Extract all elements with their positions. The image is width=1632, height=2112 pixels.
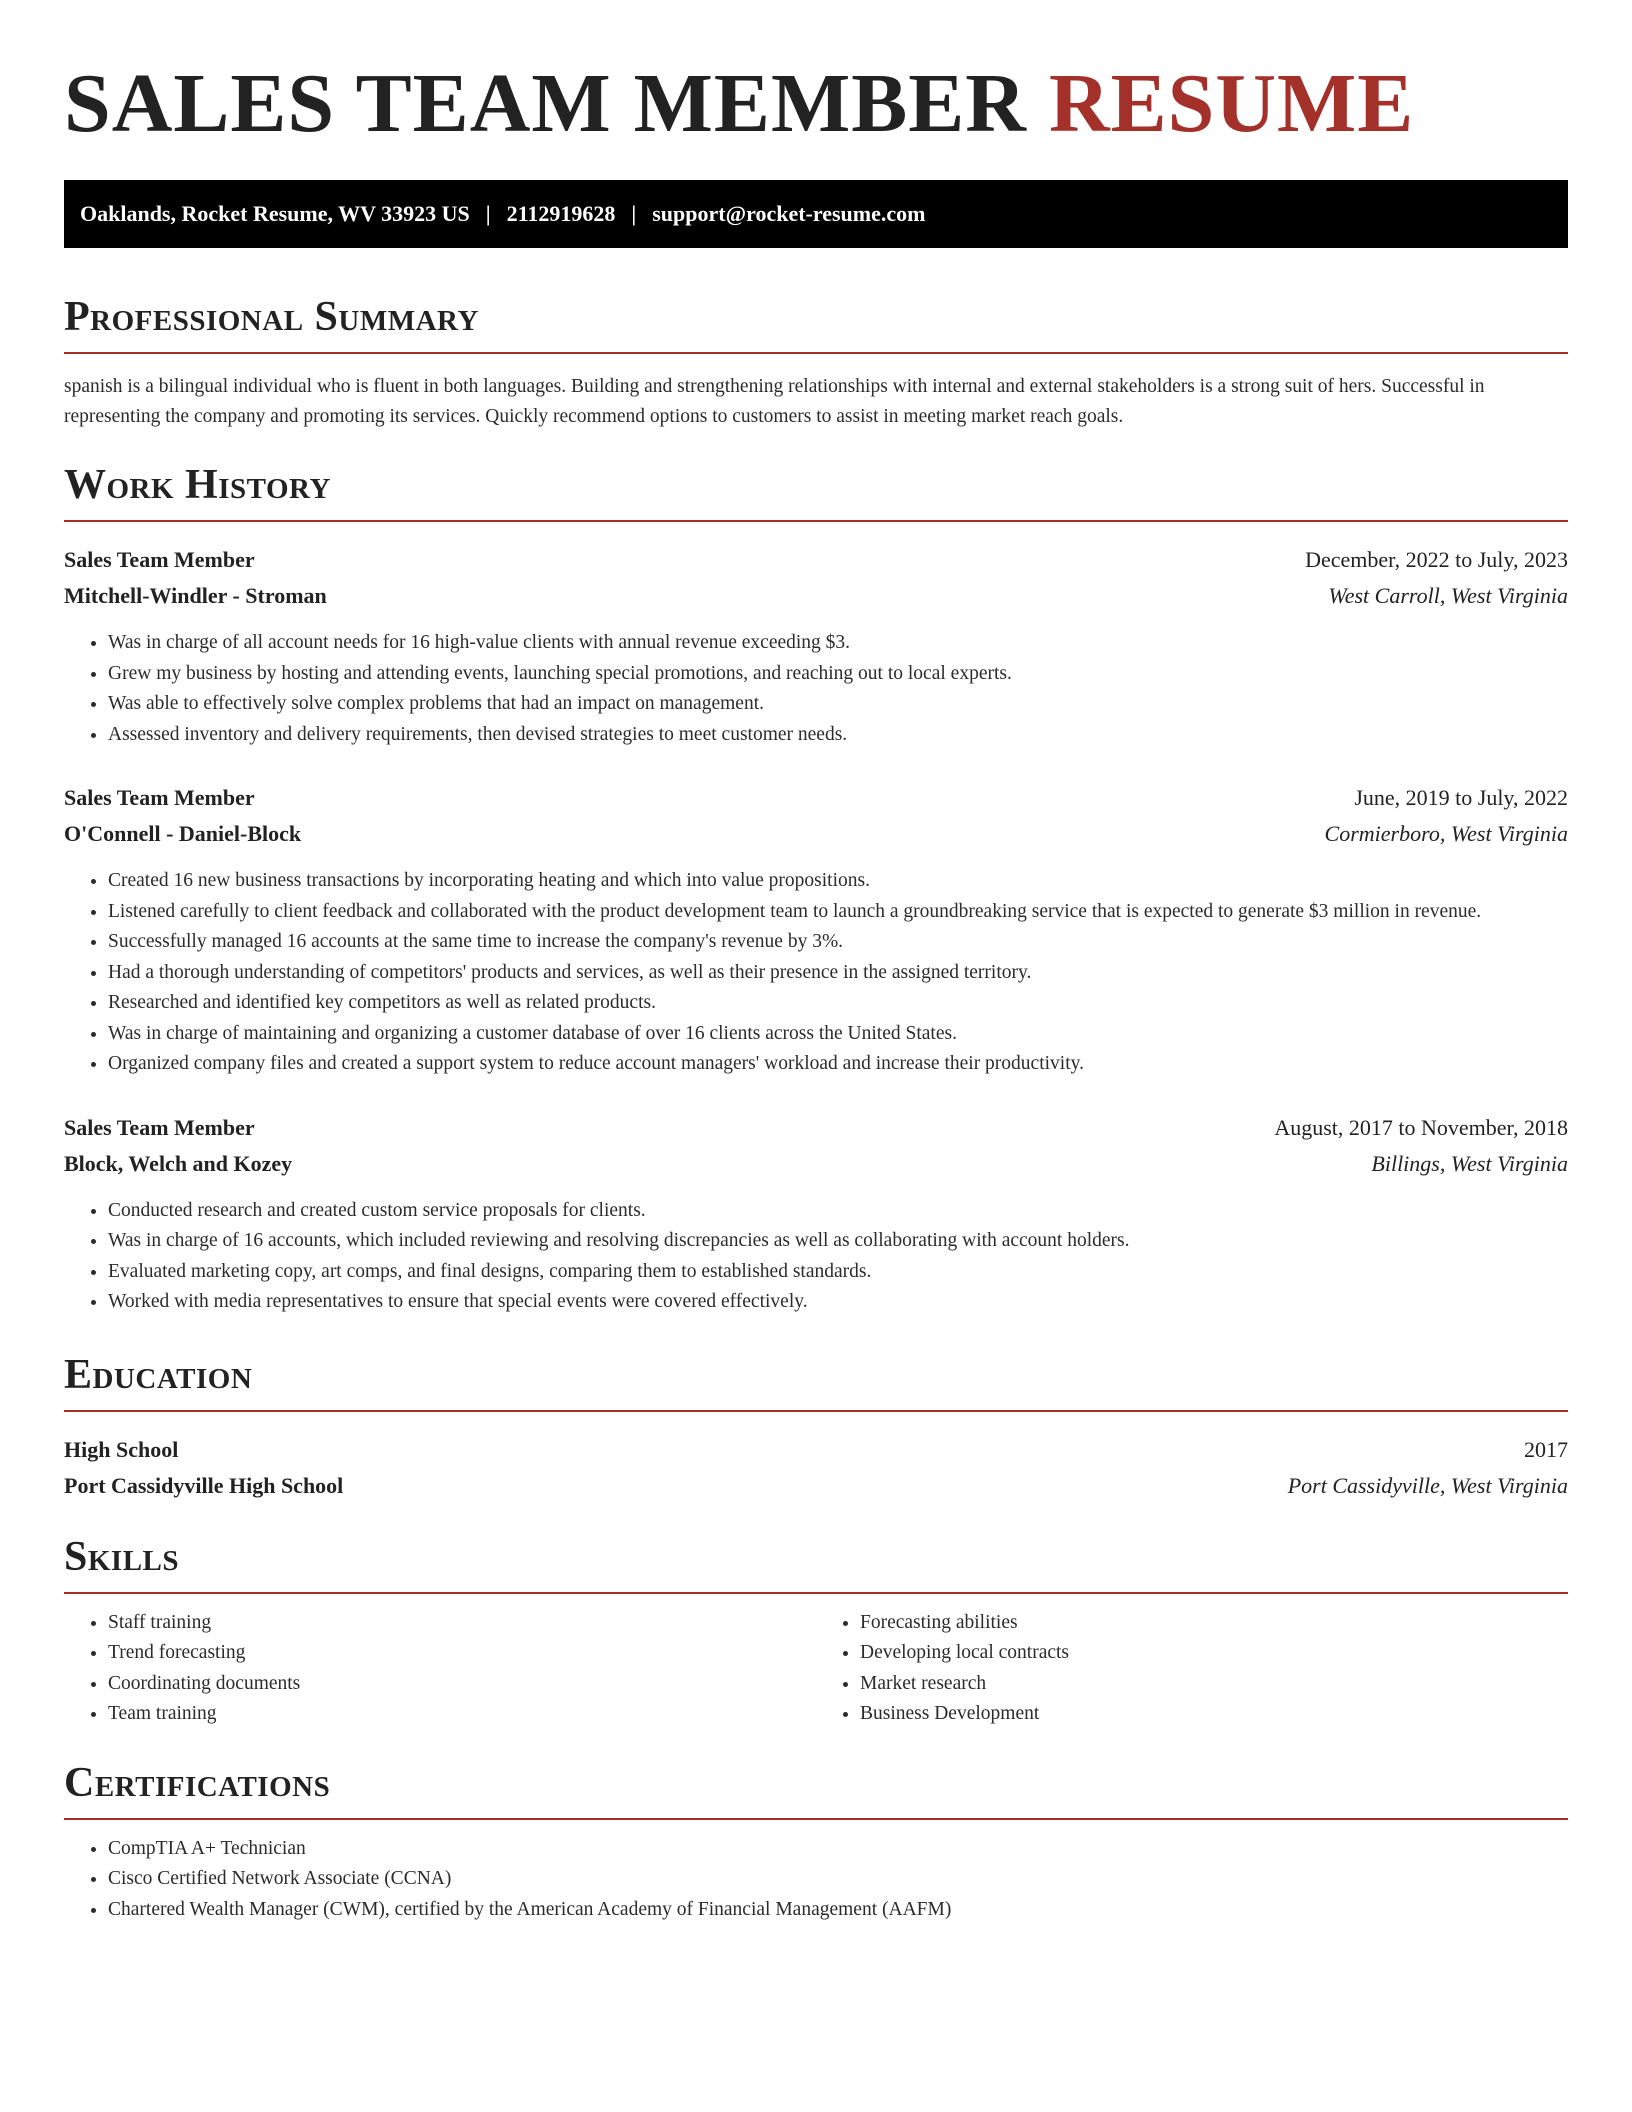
job-entry: [64, 780, 1568, 1080]
certification-item: • Chartered Wealth Manager (CWM), certified by the American Academy of Financial Management (AAFM): [108, 1895, 1568, 1926]
skills-grid: [64, 1608, 1568, 1730]
contact-email: support@rocket-resume.com: [652, 201, 926, 226]
resume-title: [64, 56, 1568, 152]
contact-phone: 2112919628: [506, 201, 616, 226]
summary-text: spanish is a bilingual individual who is fluent in both languages. Building and strengthening relationships with internal and external stakeholders is a strong suit of hers. Successful in representing the company and promoting its services. Quickly recommend options to customers to assist in meeting market reach goals.: [64, 376, 1485, 427]
job-title-row: [64, 780, 1568, 816]
summary-heading: Professional Summary: [64, 292, 1568, 354]
job-entry: [64, 1110, 1568, 1318]
job-title: Sales Team Member: [64, 547, 255, 572]
job-dates: August, 2017 to November, 2018: [1274, 1114, 1568, 1140]
skill-item: • Team training: [108, 1699, 816, 1730]
skill-item: • Developing local contracts: [860, 1638, 1568, 1669]
job-entry: [64, 542, 1568, 750]
skill-item: • Business Development: [860, 1699, 1568, 1730]
job-bullet: • Was in charge of all account needs for 16 high-value clients with annual revenue exceeding $3.: [108, 628, 1568, 659]
education-degree-row: [64, 1432, 1568, 1468]
education-heading: Education: [64, 1350, 1568, 1412]
resume-page: [64, 0, 1568, 1925]
contact-separator: |: [631, 201, 637, 226]
job-company: Block, Welch and Kozey: [64, 1150, 293, 1176]
job-title: Sales Team Member: [64, 785, 255, 810]
job-bullet: • Evaluated marketing copy, art comps, and final designs, comparing them to established standards.: [108, 1257, 1568, 1288]
education-school: Port Cassidyville High School: [64, 1472, 344, 1498]
job-bullet: • Listened carefully to client feedback and collaborated with the product development team to launch a groundbreaking service that is expected to generate $3 million in revenue.: [108, 897, 1568, 928]
job-title-row: [64, 1110, 1568, 1146]
job-dates: December, 2022 to July, 2023: [1305, 547, 1568, 572]
job-bullet: • Organized company files and created a support system to reduce account managers' workload and increase their productivity.: [108, 1049, 1568, 1080]
certifications-heading: Certifications: [64, 1758, 1568, 1820]
job-company: Mitchell-Windler - Stroman: [64, 583, 327, 608]
education-degree: High School: [64, 1436, 179, 1462]
job-bullet: • Was in charge of maintaining and organizing a customer database of over 16 clients across the United States.: [108, 1019, 1568, 1050]
title-accent: RESUME: [1048, 57, 1415, 150]
skill-item: • Forecasting abilities: [860, 1608, 1568, 1639]
job-dates: June, 2019 to July, 2022: [1354, 785, 1568, 810]
job-bullet: • Was able to effectively solve complex problems that had an impact on management.: [108, 689, 1568, 720]
job-bullet: • Grew my business by hosting and attending events, launching special promotions, and reaching out to local experts.: [108, 659, 1568, 690]
title-main: SALES TEAM MEMBER: [64, 57, 1027, 150]
skill-item: • Staff training: [108, 1608, 816, 1639]
work-history-heading: Work History: [64, 460, 1568, 522]
job-bullet: • Was in charge of 16 accounts, which included reviewing and resolving discrepancies as well as collaborating with account holders.: [108, 1226, 1568, 1257]
skills-heading: Skills: [64, 1532, 1568, 1594]
job-bullet: • Worked with media representatives to ensure that special events were covered effectively.: [108, 1287, 1568, 1318]
job-title: Sales Team Member: [64, 1114, 255, 1140]
contact-bar: [64, 180, 1568, 248]
job-bullet: • Created 16 new business transactions by incorporating heating and which into value propositions.: [108, 866, 1568, 897]
certification-item: • Cisco Certified Network Associate (CCNA): [108, 1864, 1568, 1895]
education-school-row: [64, 1468, 1568, 1504]
job-bullet: • Conducted research and created custom service proposals for clients.: [108, 1196, 1568, 1227]
skill-item: • Market research: [860, 1669, 1568, 1700]
job-company: O'Connell - Daniel-Block: [64, 821, 302, 846]
certifications-list: [64, 1834, 1568, 1926]
job-title-row: [64, 542, 1568, 578]
skill-item: • Trend forecasting: [108, 1638, 816, 1669]
skill-item: • Coordinating documents: [108, 1669, 816, 1700]
job-bullet: • Had a thorough understanding of competitors' products and services, as well as their presence in the assigned territory.: [108, 958, 1568, 989]
job-bullets: [64, 866, 1568, 1080]
contact-separator: |: [485, 201, 491, 226]
job-bullets: [64, 628, 1568, 750]
contact-address: Oaklands, Rocket Resume, WV 33923 US: [80, 201, 470, 226]
job-bullet: • Assessed inventory and delivery requirements, then devised strategies to meet customer needs.: [108, 720, 1568, 751]
job-bullet: • Successfully managed 16 accounts at the same time to increase the company's revenue by 3%.: [108, 927, 1568, 958]
job-bullets: [64, 1196, 1568, 1318]
skills-column-right: [816, 1608, 1568, 1730]
education-entry: [64, 1432, 1568, 1504]
job-company-row: [64, 578, 1568, 614]
certification-item: • CompTIA A+ Technician: [108, 1834, 1568, 1865]
job-bullet: • Researched and identified key competitors as well as related products.: [108, 988, 1568, 1019]
job-location: Cormierboro, West Virginia: [1324, 821, 1568, 846]
education-year: 2017: [1524, 1436, 1568, 1462]
skills-column-left: [64, 1608, 816, 1730]
job-company-row: [64, 816, 1568, 852]
education-location: Port Cassidyville, West Virginia: [1287, 1472, 1568, 1498]
job-company-row: [64, 1146, 1568, 1182]
job-location: West Carroll, West Virginia: [1328, 583, 1568, 608]
job-location: Billings, West Virginia: [1371, 1150, 1568, 1176]
